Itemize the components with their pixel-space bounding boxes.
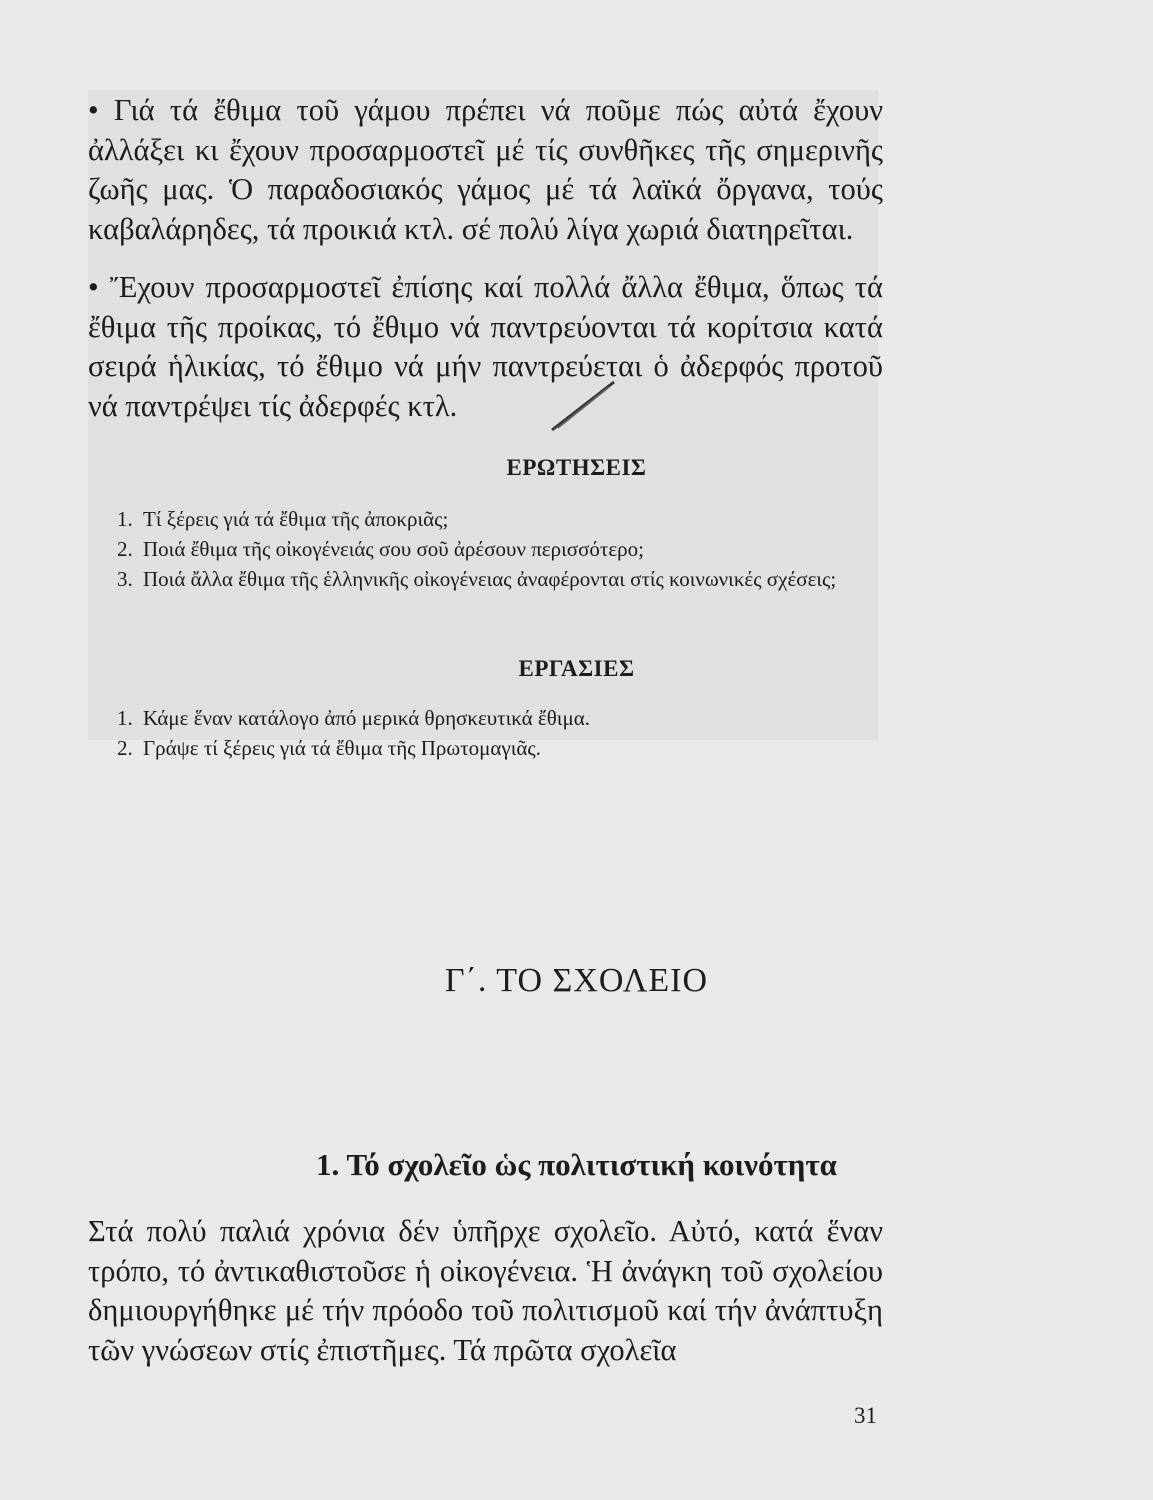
list-item: 1. Τί ξέρεις γιά τά ἔθιμα τῆς ἀποκριᾶς; — [117, 507, 449, 531]
body-paragraph: Στά πολύ παλιά χρόνια δέν ὑπῆρχε σχολεῖο. Αὐτό, κατά ἕναν τρόπο, τό ἀντικαθιστοῦσε ἡ οἰκογένεια. Ἡ ἀνάγκη τοῦ σχολείου δημιουργήθηκε μέ τήν πρόοδο τοῦ πολιτισμοῦ καί τήν ἀνάπτυξη τῶν γνώσεων στίς ἐπιστῆμες. Τά πρῶτα σχολεῖα — [88, 1214, 883, 1367]
tasks-heading: ΕΡΓΑΣΙΕΣ — [518, 656, 635, 681]
intro-paragraph-customs: • Ἔχουν προσαρμοστεῖ ἐπίσης καί πολλά ἄλλα ἔθιμα, ὅπως τά ἔθιμα τῆς προίκας, τό ἔθιμο νά παντρεύονται τά κορίτσια κατά σειρά ἡλικίας, τό ἔθιμο νά μήν παντρεύεται ὁ ἀδερφός προτοῦ νά παντρέψει τίς ἀδερφές κτλ. — [88, 270, 883, 423]
intro-paragraph-weddings: • Γιά τά ἔθιμα τοῦ γάμου πρέπει νά ποῦμε πώς αὐτά ἔχουν ἀλλάξει κι ἔχουν προσαρμοστεῖ μέ τίς συνθῆκες τῆς σημερινῆς ζωῆς μας. Ὁ παραδοσιακός γάμος μέ τά λαϊκά ὄργανα, τούς καβαλάρηδες, τά προικιά κτλ. σέ πολύ λίγα χωριά διατηρεῖται. — [88, 93, 883, 246]
list-item: 2. Ποιά ἔθιμα τῆς οἰκογένειάς σου σοῦ ἀρέσουν περισσότερο; — [117, 537, 644, 561]
chapter-title: Γ΄. ΤΟ ΣΧΟΛΕΙΟ — [444, 962, 709, 999]
section-title: 1. Τό σχολεῖο ὡς πολιτιστική κοινότητα — [316, 1147, 837, 1182]
page-number: 31 — [854, 1403, 877, 1428]
list-item: 2. Γράψε τί ξέρεις γιά τά ἔθιμα τῆς Πρωτομαγιᾶς. — [117, 736, 541, 760]
list-item: 3. Ποιά ἄλλα ἔθιμα τῆς ἑλληνικῆς οἰκογένειας ἀναφέρονται στίς κοινωνικές σχέσεις; — [117, 567, 837, 591]
pen-check-mark-icon — [548, 378, 618, 434]
list-item: 1. Κάμε ἕναν κατάλογο ἀπό μερικά θρησκευτικά ἔθιμα. — [117, 706, 590, 730]
questions-heading: ΕΡΩΤΗΣΕΙΣ — [506, 455, 647, 480]
tasks-list — [117, 703, 882, 763]
questions-list — [117, 504, 882, 594]
